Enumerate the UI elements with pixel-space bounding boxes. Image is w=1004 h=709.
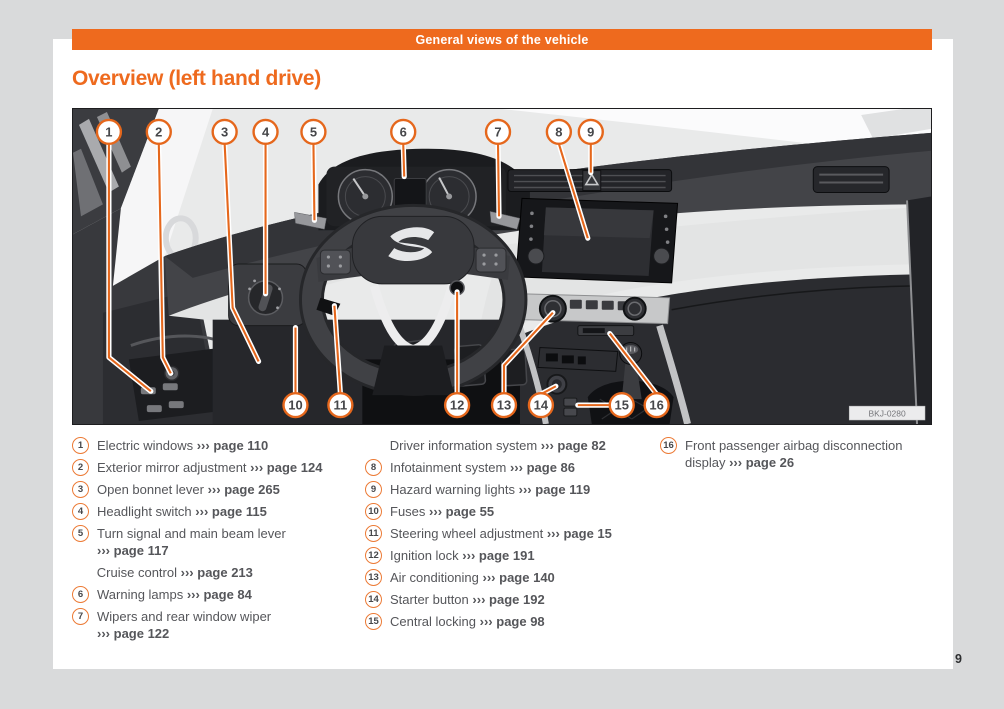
legend-item-13 — [365, 569, 637, 586]
legend-label: Ignition lock — [390, 548, 459, 563]
legend-number-4: 4 — [72, 503, 89, 520]
page-number: 9 — [955, 652, 962, 666]
legend-number-16: 16 — [660, 437, 677, 454]
legend-number-2: 2 — [72, 459, 89, 476]
volume-knob — [528, 248, 544, 264]
legend-label: Hazard warning lights — [390, 482, 516, 497]
legend-label: Wipers and rear window wiper — [97, 609, 272, 624]
page-reference[interactable]: ››› page 191 — [462, 548, 535, 563]
legend-number-3: 3 — [72, 481, 89, 498]
legend-item-3 — [72, 481, 338, 498]
legend-number-6: 6 — [72, 586, 89, 603]
airbag-hub — [352, 216, 474, 284]
legend-label: Central locking — [390, 614, 476, 629]
legend-number-5: 5 — [72, 525, 89, 542]
legend-number-1: 1 — [72, 437, 89, 454]
svg-text:4: 4 — [261, 124, 270, 140]
legend-item-8 — [365, 459, 637, 476]
svg-text:2: 2 — [155, 124, 163, 140]
legend-label: Starter button — [390, 592, 469, 607]
page-title: Overview (left hand drive) — [72, 67, 321, 90]
page-reference[interactable]: ››› page 110 — [196, 438, 269, 453]
legend-label: Air conditioning — [390, 570, 479, 585]
page-reference[interactable]: ››› page 117 — [97, 543, 169, 558]
legend-item-12 — [365, 547, 637, 564]
page-reference[interactable]: ››› page 140 — [482, 570, 555, 585]
page-reference[interactable]: ››› page 82 — [540, 438, 606, 453]
page-reference[interactable]: ››› page 115 — [195, 504, 267, 519]
svg-text:3: 3 — [221, 124, 229, 140]
svg-text:16: 16 — [649, 397, 664, 413]
legend-label: Driver information system — [389, 438, 538, 453]
legend-label: Open bonnet lever — [97, 482, 204, 497]
svg-text:5: 5 — [309, 124, 318, 140]
legend-item-14 — [365, 591, 637, 608]
page-reference[interactable]: ››› page 55 — [429, 504, 495, 519]
legend-column-3 — [660, 437, 936, 476]
legend-column-2 — [365, 437, 637, 635]
svg-text:11: 11 — [333, 397, 348, 413]
legend-label: Front passenger airbag disconnection display — [685, 438, 903, 470]
svg-text:1: 1 — [105, 124, 113, 140]
page-reference[interactable]: ››› page 119 — [518, 482, 591, 497]
legend-label: Fuses — [390, 504, 426, 519]
chapter-header-bar — [72, 29, 932, 50]
legend-item-6 — [72, 586, 338, 603]
legend-item-9 — [365, 481, 637, 498]
dashboard-diagram — [72, 108, 932, 425]
legend-label: Headlight switch — [97, 504, 192, 519]
svg-text:6: 6 — [399, 124, 407, 140]
legend-item-2 — [72, 459, 338, 476]
diagram-code-box — [849, 406, 925, 420]
page-reference[interactable]: ››› page 124 — [250, 460, 323, 475]
legend-label: Exterior mirror adjustment — [97, 460, 247, 475]
svg-text:9: 9 — [587, 124, 595, 140]
svg-text:12: 12 — [449, 397, 465, 413]
legend-item-16 — [660, 437, 936, 471]
page-reference[interactable]: ››› page 84 — [186, 587, 252, 602]
page-reference[interactable]: ››› page 192 — [472, 592, 545, 607]
page-reference[interactable]: ››› page 213 — [180, 565, 253, 580]
legend-label: Electric windows — [97, 438, 194, 453]
page-reference[interactable]: ››› page 86 — [509, 460, 575, 475]
legend-label: Steering wheel adjustment — [390, 526, 544, 541]
passenger-air-vent — [813, 167, 889, 193]
page-reference[interactable]: ››› page 265 — [207, 482, 280, 497]
infotainment-screen — [516, 198, 678, 282]
legend-label: Turn signal and main beam lever — [97, 526, 286, 541]
svg-text:7: 7 — [494, 124, 502, 140]
svg-text:15: 15 — [614, 397, 629, 413]
legend-number-10: 10 — [365, 503, 382, 520]
page-reference[interactable]: ››› page 15 — [546, 526, 612, 541]
chapter-header-label: General views of the vehicle — [415, 32, 589, 47]
legend-item-cruise-control — [72, 564, 338, 581]
svg-text:8: 8 — [555, 124, 563, 140]
fan-knob — [624, 298, 646, 320]
svg-text:14: 14 — [533, 397, 549, 413]
dashboard-illustration — [73, 109, 931, 424]
legend-item-4 — [72, 503, 338, 520]
legend-item-7 — [72, 608, 338, 642]
diagram-code: BKJ-0280 — [868, 408, 906, 419]
legend-number-13: 13 — [365, 569, 382, 586]
legend-number-15: 15 — [365, 613, 382, 630]
wheel-buttons-left — [320, 250, 350, 274]
legend-item-10 — [365, 503, 637, 520]
legend-number-11: 11 — [365, 525, 382, 542]
legend-number-12: 12 — [365, 547, 382, 564]
legend-item-11 — [365, 525, 637, 542]
legend-number-7: 7 — [72, 608, 89, 625]
legend-label: Infotainment system — [390, 460, 507, 475]
legend-column-1 — [72, 437, 338, 647]
legend-number-9: 9 — [365, 481, 382, 498]
legend-number-14: 14 — [365, 591, 382, 608]
legend-item-15 — [365, 613, 637, 630]
legend-label: Warning lamps — [97, 587, 184, 602]
temperature-knob — [540, 296, 566, 322]
svg-text:10: 10 — [288, 397, 303, 413]
page-reference[interactable]: ››› page 98 — [479, 614, 545, 629]
legend-item-1 — [72, 437, 338, 454]
legend-label: Cruise control — [96, 565, 177, 580]
wheel-buttons-right — [476, 248, 506, 272]
steering-column — [372, 345, 454, 395]
tune-knob — [654, 248, 670, 264]
page-reference[interactable]: ››› page 122 — [97, 626, 170, 641]
svg-text:13: 13 — [496, 397, 512, 413]
legend-item-driver-info — [365, 437, 637, 454]
legend-number-8: 8 — [365, 459, 382, 476]
legend-item-5 — [72, 525, 338, 559]
page-reference[interactable]: ››› page 26 — [729, 455, 795, 470]
